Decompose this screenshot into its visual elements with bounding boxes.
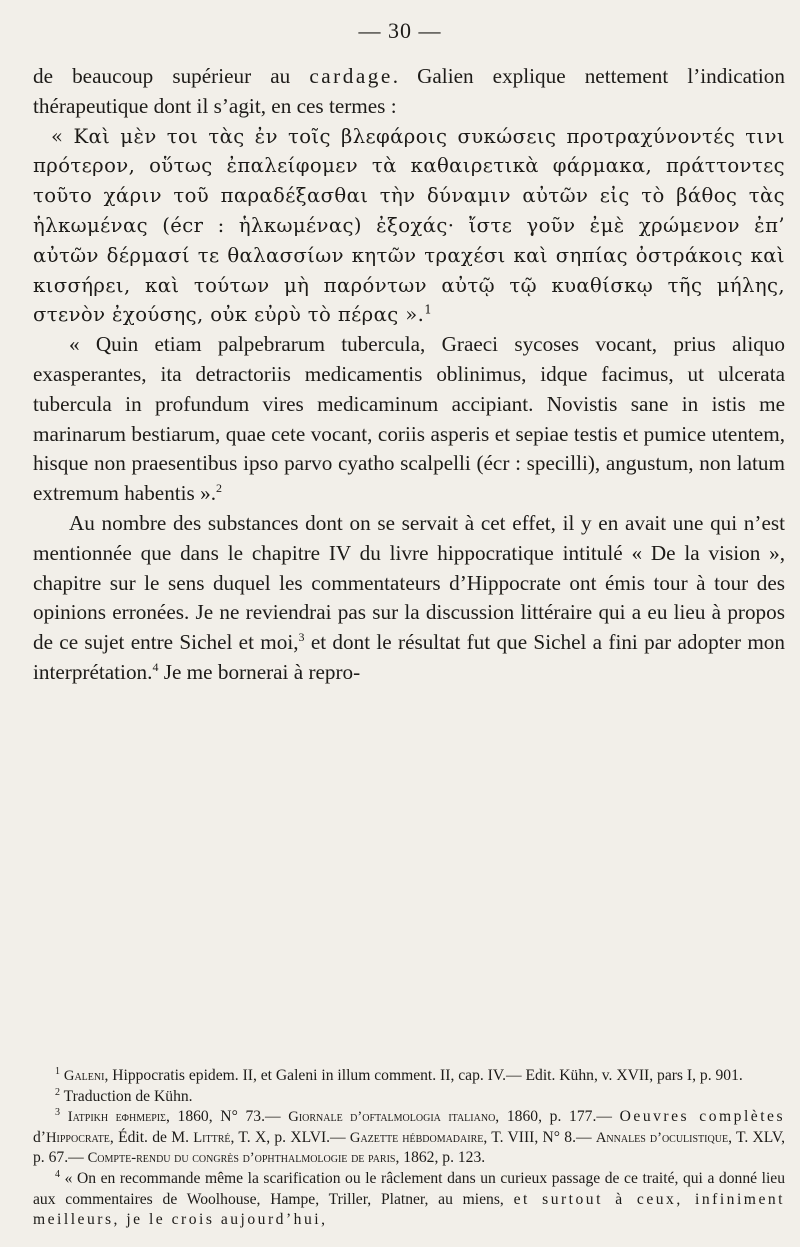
footnote-text: , Édit. de M. <box>109 1128 194 1146</box>
journal-title: Ιατρικη εφημερις <box>67 1109 166 1126</box>
footnotes <box>33 1066 785 1231</box>
footnote-text: « On en recommande même la scarification ou le râclement dans un curieux passage de ce traité, qui a donné lieu aux commentaires de Woolhouse, Hampe, Triller, Platner, au miens, <box>33 1169 785 1208</box>
footnote-text: , Hippocratis epidem. II, et Galeni in illum comment. II, cap. IV.— Edit. Kühn, v. XVII, pars I, p. 901. <box>104 1067 743 1084</box>
footnote-text: , 1862, p. 123. <box>395 1149 486 1167</box>
footnote-text: , T. VIII, N° 8.— <box>483 1128 596 1146</box>
author-name: Hippocrate <box>46 1129 110 1146</box>
main-text <box>33 62 785 688</box>
footnote-3 <box>33 1107 785 1169</box>
greek-text: « Καὶ μὲν τοι τὰς ἐν τοῖς βλεφάροις συκώσεις προτραχύνοντές τινι πρότερον, οὕτως ἐπαλείφομεν τὰ καθαιρετικὰ φάρμακα, πράττοντες τοῦτο χάριν τοῦ παραδέξασθαι τὴν δύναμιν αὐτῶν εἰς τὸ βάθος τὰς ἡλκωμένας (écr : ἡλκωμένας) ἐξοχάς· ἴστε γοῦν ἐμὲ χρώμενον ἐπ’ αὐτῶν δέρμασί τε θαλασσίων κητῶν τραχέσι καὶ σηπίας ὀστράκοις καὶ κισσήρει, καὶ τούτων μὴ παρόντων αὐτῷ τῷ κυαθίσκῳ τῆς μήλης, στενὸν ἐχούσης, οὐκ εὐρὺ τὸ πέρας ». <box>33 124 785 327</box>
footnote-1 <box>33 1066 785 1087</box>
footnote-ref-3: 3 <box>298 630 305 645</box>
author-name: Littré <box>193 1129 231 1146</box>
footnote-number: 2 <box>55 1086 60 1098</box>
footnote-text: , 1860, N° 73.— <box>165 1108 289 1126</box>
intro-paragraph <box>33 62 785 122</box>
body-text-b: et dont le résultat fut que Sichel a fini par adopter mon interprétation. <box>33 630 785 684</box>
author-name: Galeni <box>63 1068 105 1084</box>
page-number: — 30 — <box>358 18 442 43</box>
footnote-text: , 1860, p. 177.— <box>495 1108 620 1126</box>
body-paragraph <box>33 509 785 688</box>
footnote-number: 4 <box>55 1168 60 1180</box>
footnote-number: 1 <box>55 1065 60 1077</box>
intro-text: de beaucoup supérieur au <box>33 64 310 88</box>
spaced-text: et surtout à ceux, infiniment meilleurs, je le crois aujourd’hui, <box>33 1190 785 1229</box>
journal-title: Giornale d’oftalmologia italiano <box>288 1109 496 1126</box>
journal-title: Compte-rendu du congrès d’ophthalmologie de paris <box>87 1150 396 1167</box>
footnote-text: , T. X, p. XLVI.— <box>230 1128 350 1146</box>
footnote-text: , T. XLV, p. 67.— <box>33 1128 785 1167</box>
footnote-number: 3 <box>55 1107 60 1118</box>
journal-title: Gazette hébdomadaire <box>349 1129 484 1146</box>
footnote-2 <box>33 1087 785 1108</box>
footnote-ref-4: 4 <box>152 659 159 674</box>
intro-text-rest: . Galien explique nettement l’indication thérapeutique dont il s’agit, en ces termes : <box>33 64 785 118</box>
spaced-title: Oeuvres complètes <box>619 1108 786 1126</box>
footnote-ref-1: 1 <box>424 302 433 317</box>
greek-quotation <box>33 122 785 331</box>
latin-text: « Quin etiam palpebrarum tubercula, Graeci sycoses vocant, prius aliquo exasperantes, ita detractoriis medicamentis oblinimus, idque facimus, ut ulcerata tubercula in profundum vires medicaminum accipiant. Novistis sane in istis me marinarum bestiarum, quae cete vocant, coriis asperis et sepiae testis et pumice utentem, hisque non praesentibus ipso parvo cyatho scalpelli (écr : specilli), angustum, non latum extremum habentis ». <box>33 332 785 506</box>
footnote-ref-2: 2 <box>216 481 222 496</box>
footnote-4 <box>33 1169 785 1231</box>
spaced-word: cardage <box>309 64 393 88</box>
latin-quotation <box>33 330 785 509</box>
footnote-text: Traduction de Kühn. <box>63 1087 193 1105</box>
journal-title: Annales d’oculistique <box>595 1129 729 1146</box>
body-text-c: Je me bornerai à repro- <box>158 659 361 684</box>
footnote-text: d’ <box>33 1128 46 1146</box>
body-text-a: Au nombre des substances dont on se servait à cet effet, il y en avait une qui n’est mentionnée que dans le chapitre IV du livre hippocratique intitulé « De la vision », chapitre sur le sens duquel les commentateurs d’Hippocrate ont émis tour à tour des opinions erronées. Je ne reviendrai pas sur la discussion littéraire qui a eu lieu à propos de ce sujet entre Sichel et moi, <box>33 510 785 655</box>
